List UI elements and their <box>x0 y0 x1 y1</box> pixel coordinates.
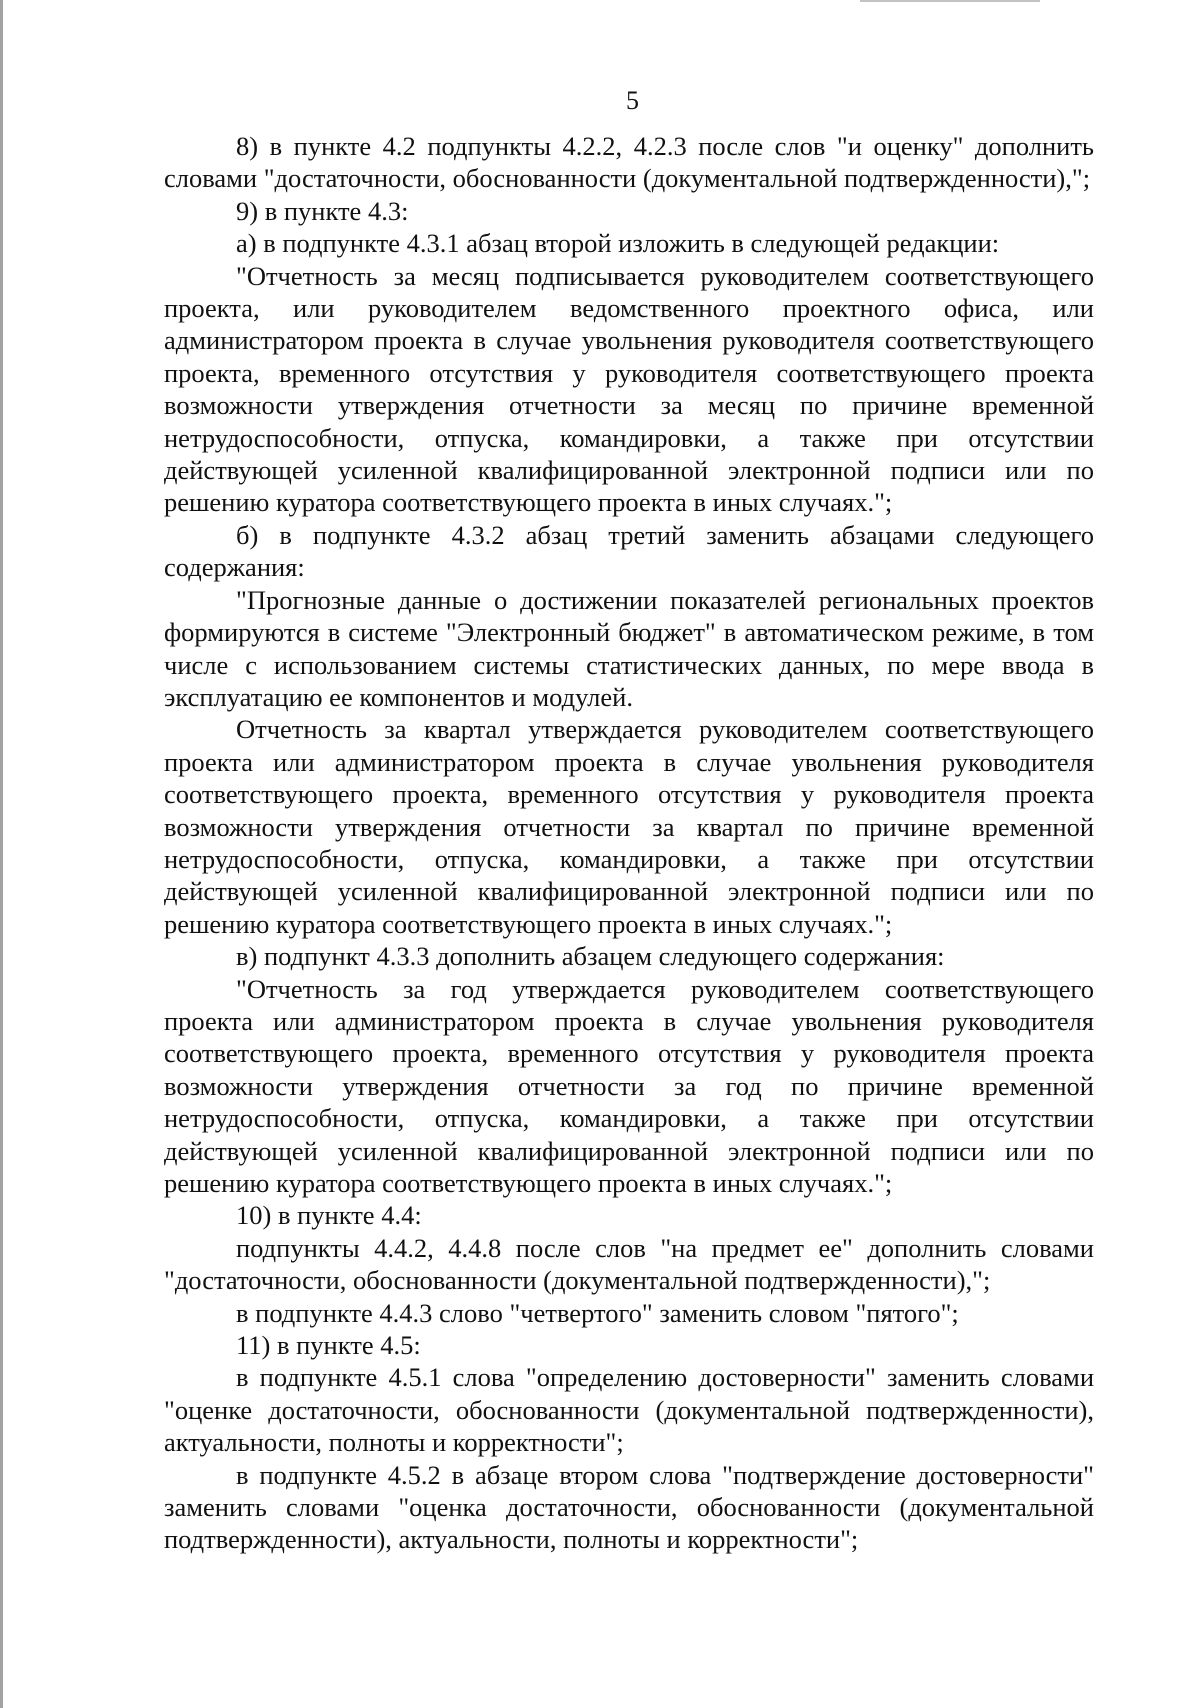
paragraph-9v: в) подпункт 4.3.3 дополнить абзацем следующего содержания: <box>236 941 945 972</box>
paragraph-quarterly-report: Отчетность за квартал утверждается руководителем соответствующего проекта или администратором проекта в случае увольнения руководителя соответствующего проекта, временного отсутствия у руководителя проекта возможности утверждения отчетности за квартал по причине временной нетрудоспособности, отпуска, командировки, а также при отсутствии действующей усиленной квалифицированной электронной подписи или по решению куратора соответствующего проекта в иных случаях."; <box>164 714 1094 939</box>
paragraph-9b: б) в подпункте 4.3.2 абзац третий заменить абзацами следующего содержания: <box>164 519 1094 583</box>
paragraph-4-5-2: в подпункте 4.5.2 в абзаце втором слова "подтверждение достоверности" заменить словами "оценка достаточности, обоснованности (документальной подтвержденности), актуальности, полноты и корректности"; <box>164 1459 1094 1555</box>
paragraph-item-10: 10) в пункте 4.4: <box>236 1200 422 1231</box>
paragraph-item-8: 8) в пункте 4.2 подпункты 4.2.2, 4.2.3 после слов "и оценку" дополнить словами "достаточности, обоснованности (документальной подтвержденности),"; <box>164 131 1094 194</box>
scan-edge-left <box>0 0 3 1708</box>
paragraph-item-11: 11) в пункте 4.5: <box>236 1330 421 1361</box>
paragraph-9a: а) в подпункте 4.3.1 абзац второй изложить в следующей редакции: <box>236 228 1000 259</box>
document-body <box>164 130 1094 1556</box>
paragraph-4-5-1: в подпункте 4.5.1 слова "определению достоверности" заменить словами "оценке достаточности, обоснованности (документальной подтвержденности), актуальности, полноты и корректности"; <box>164 1362 1094 1458</box>
paragraph-4-4-2: подпункты 4.4.2, 4.4.8 после слов "на предмет ее" дополнить словами "достаточности, обоснованности (документальной подтвержденности),"; <box>164 1232 1094 1296</box>
paragraph-item-9: 9) в пункте 4.3: <box>236 195 409 226</box>
scan-edge-top <box>860 0 1040 2</box>
paragraph-quote-forecast-data: "Прогнозные данные о достижении показателей региональных проектов формируются в системе "Электронный бюджет" в автоматическом режиме, в том числе с использованием системы статистических данных, по мере ввода в эксплуатацию ее компонентов и модулей. <box>164 584 1094 712</box>
paragraph-4-4-3: в подпункте 4.4.3 слово "четвертого" заменить словом "пятого"; <box>236 1297 959 1328</box>
paragraph-quote-annual-report: "Отчетность за год утверждается руководителем соответствующего проекта или администратором проекта в случае увольнения руководителя соответствующего проекта, временного отсутствия у руководителя проекта возможности утверждения отчетности за год по причине временной нетрудоспособности, отпуска, командировки, а также при отсутствии действующей усиленной квалифицированной электронной подписи или по решению куратора соответствующего проекта в иных случаях."; <box>164 973 1094 1198</box>
page-number: 5 <box>626 86 639 115</box>
paragraph-quote-monthly-report: "Отчетность за месяц подписывается руководителем соответствующего проекта, или руководителем ведомственного проектного офиса, или администратором проекта в случае увольнения руководителя соответствующего проекта, временного отсутствия у руководителя соответствующего проекта возможности утверждения отчетности за месяц по причине временной нетрудоспособности, отпуска, командировки, а также при отсутствии действующей усиленной квалифицированной электронной подписи или по решению куратора соответствующего проекта в иных случаях."; <box>164 260 1094 518</box>
